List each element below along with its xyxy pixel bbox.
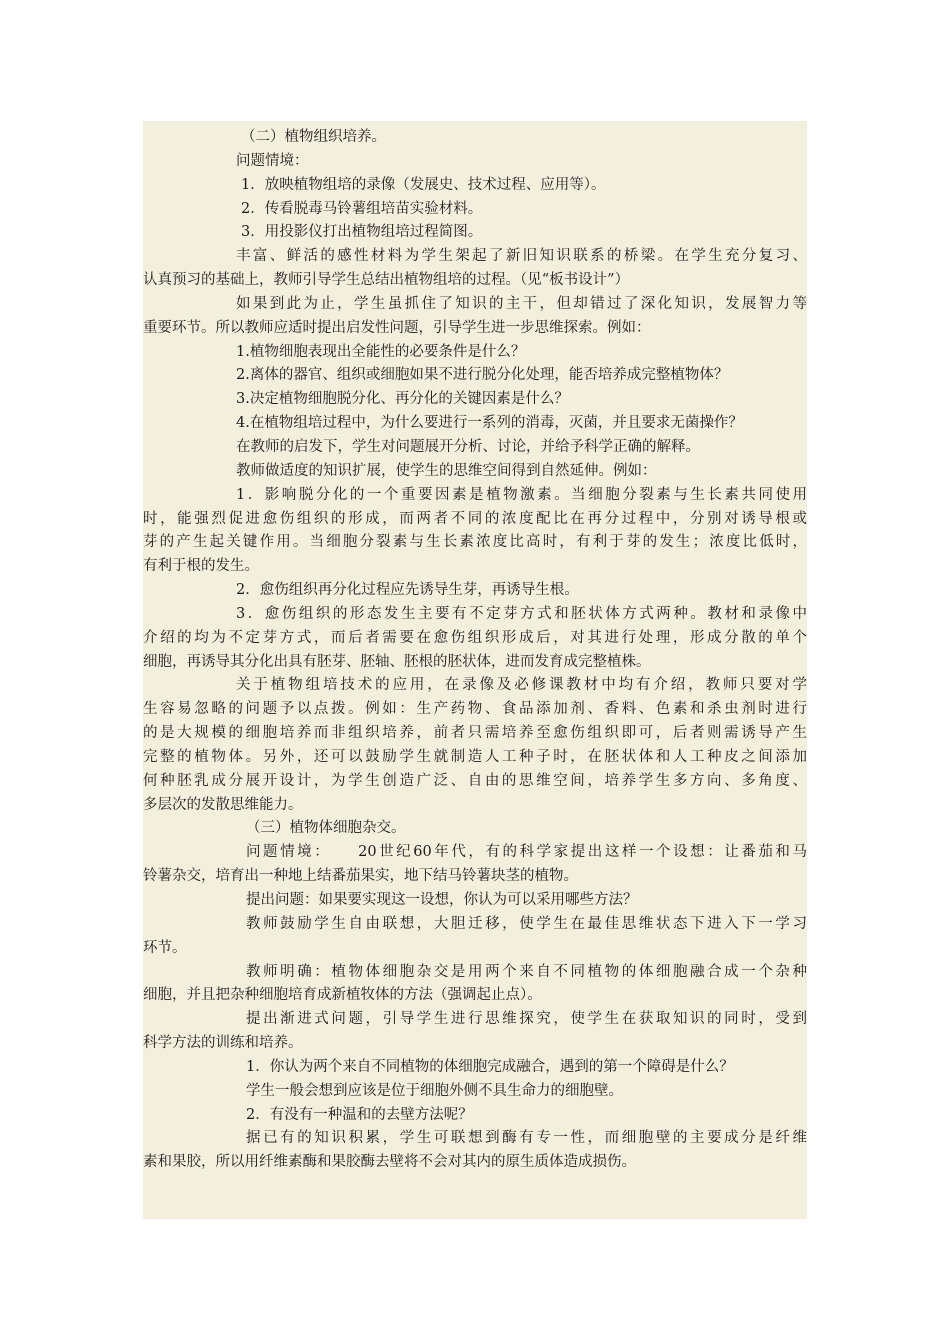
text-line: 提出渐进式问题，引导学生进行思维探究，使学生在获取知识的同时，受到: [246, 1011, 807, 1028]
text-line: 在教师的启发下，学生对问题展开分析、讨论，并给予科学正确的解释。: [236, 438, 700, 455]
text-line: 环节。: [143, 939, 187, 956]
text-line: 提出问题：如果要实现这一设想，你认为可以采用哪些方法？: [246, 892, 638, 908]
text-line: 丰富、鲜活的感性材料为学生架起了新旧知识联系的桥梁。在学生充分复习、: [236, 248, 807, 265]
text-line: 3.决定植物细胞脱分化、再分化的关键因素是什么？: [236, 391, 569, 408]
text-line: （二）植物组织培养。: [241, 129, 386, 145]
text-line: 关于植物组培技术的应用，在录像及必修课教材中均有介绍，教师只要对学: [236, 677, 807, 694]
text-line: 3．用投影仪打出植物组培过程简图。: [241, 224, 483, 241]
text-line: 认真预习的基础上，教师引导学生总结出植物组培的过程。（见“板书设计”）: [143, 272, 630, 289]
text-line: 细胞，再诱导其分化出具有胚芽、胚轴、胚根的胚状体，进而发育成完整植株。: [143, 653, 651, 670]
text-line: 完整的植物体。另外，还可以鼓励学生就制造人工种子时，在胚状体和人工种皮之间添加: [143, 748, 807, 765]
text-line: 有利于根的发生。: [143, 558, 259, 575]
text-line: 2.离体的器官、组织或细胞如果不进行脱分化处理，能否培养成完整植物体？: [236, 367, 729, 384]
text-line: 1．你认为两个来自不同植物的体细胞完成融合，遇到的第一个障碍是什么？: [246, 1058, 734, 1075]
text-line: （三）植物体细胞杂交。: [246, 820, 406, 837]
text-line: 学生一般会想到应该是位于细胞外侧不具生命力的细胞壁。: [246, 1082, 623, 1099]
text-line: 1．影响脱分化的一个重要因素是植物激素。当细胞分裂素与生长素共同使用: [236, 486, 807, 503]
text-line: 细胞，并且把杂种细胞培育成新植牧体的方法（强调起止点）。: [143, 987, 542, 1004]
text-line: 教师明确：植物体细胞杂交是用两个来自不同植物的体细胞融合成一个杂种: [246, 963, 807, 980]
text-line: 芽的产生起关键作用。当细胞分裂素与生长素浓度比高时，有利于芽的发生；浓度比低时，: [143, 534, 807, 551]
text-line: 4.在植物组培过程中，为什么要进行一系列的消毒，灭菌，并且要求无菌操作？: [236, 415, 743, 432]
text-line: 多层次的发散思维能力。: [143, 796, 303, 813]
text-line: 问题情境： 20世纪60年代，有的科学家提出这样一个设想：让番茄和马: [246, 844, 807, 861]
text-line: 2．愈伤组织再分化过程应先诱导生芽，再诱导生根。: [236, 582, 579, 599]
text-line: 如果到此为止，学生虽抓住了知识的主干，但却错过了深化知识，发展智力等: [236, 295, 807, 312]
text-line: 何种胚乳成分展开设计，为学生创造广泛、自由的思维空间，培养学生多方向、多角度、: [143, 772, 807, 789]
text-line: 2．传看脱毒马铃薯组培苗实验材料。: [241, 200, 483, 217]
text-line: 教师做适度的知识扩展，使学生的思维空间得到自然延伸。例如：: [236, 462, 657, 479]
text-line: 3．愈伤组织的形态发生主要有不定芽方式和胚状体方式两种。教材和录像中: [236, 605, 807, 622]
text-line: 据已有的知识积累，学生可联想到酶有专一性，而细胞壁的主要成分是纤维: [246, 1130, 807, 1147]
text-line: 重要环节。所以教师应适时提出启发性问题，引导学生进一步思维探索。例如：: [143, 319, 651, 336]
text-line: 教师鼓励学生自由联想，大胆迁移，使学生在最佳思维状态下进入下一学习: [246, 915, 807, 932]
text-line: 介绍的均为不定芽方式，而后者需要在愈伤组织形成后，对其进行处理，形成分散的单个: [143, 629, 807, 646]
text-line: 问题情境：: [236, 152, 309, 169]
text-line: 科学方法的训练和培养。: [143, 1035, 303, 1052]
document-text-block: [143, 121, 807, 1219]
text-line: 素和果胶，所以用纤维素酶和果胶酶去壁将不会对其内的原生质体造成损伤。: [143, 1154, 636, 1171]
text-line: 生容易忽略的问题予以点拨。例如：生产药物、食品添加剂、香料、色素和杀虫剂时进行: [143, 701, 807, 718]
text-line: 铃薯杂交，培育出一种地上结番茄果实，地下结马铃薯块茎的植物。: [143, 868, 578, 885]
text-line: 1．放映植物组培的录像（发展史、技术过程、应用等）。: [241, 176, 606, 193]
text-line: 的是大规模的细胞培养而非组织培养，前者只需培养至愈伤组织即可，后者则需诱导产生: [143, 725, 807, 742]
text-line: 2．有没有一种温和的去壁方法呢？: [246, 1106, 473, 1123]
text-line: 时，能强烈促进愈伤组织的形成，而两者不同的浓度配比在再分过程中，分别对诱导根或: [143, 510, 807, 527]
text-line: 1.植物细胞表现出全能性的必要条件是什么？: [236, 343, 526, 360]
